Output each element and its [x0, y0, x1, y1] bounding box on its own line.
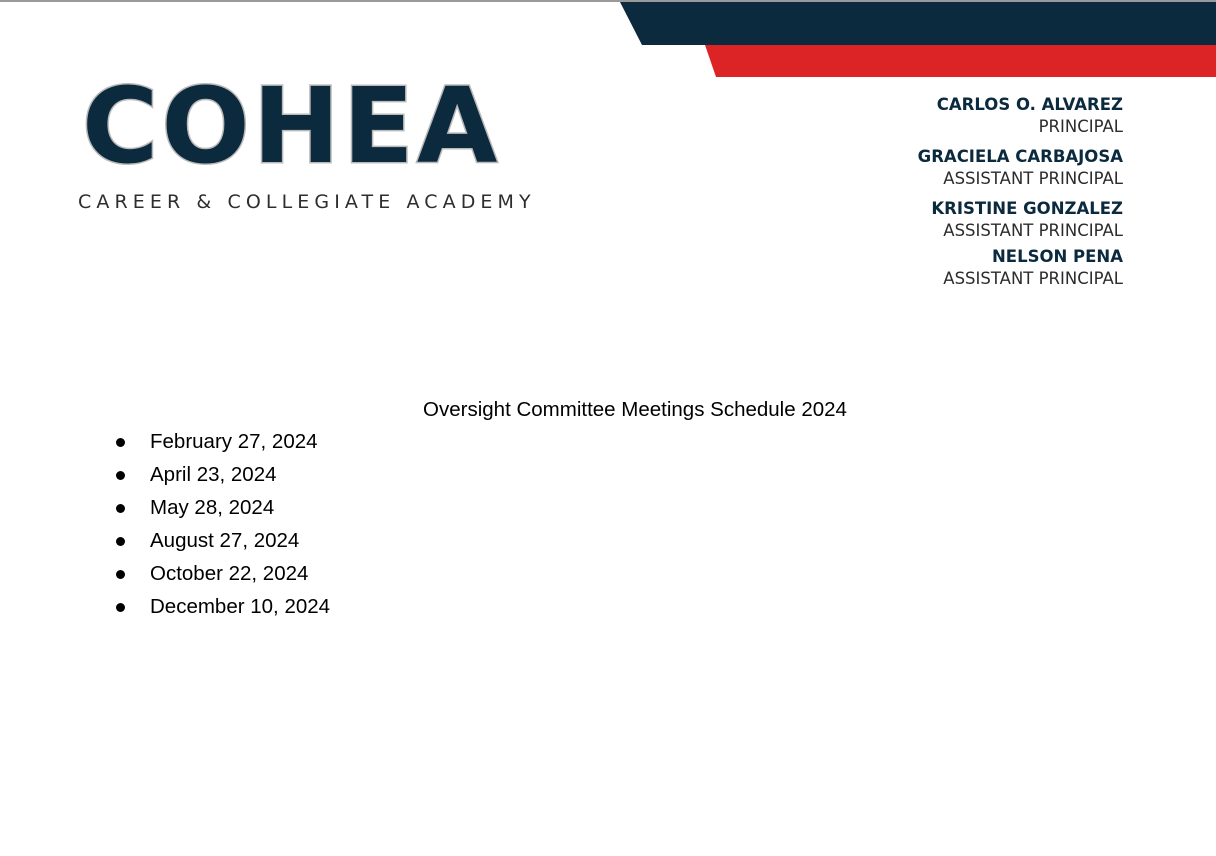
bullet-icon — [116, 438, 125, 447]
bullet-icon — [116, 504, 125, 513]
meeting-dates-list — [112, 428, 330, 623]
staff-entry — [803, 246, 1123, 290]
bullet-icon — [116, 570, 125, 579]
list-item — [112, 461, 330, 494]
staff-title: PRINCIPAL — [1038, 117, 1123, 136]
navy-stripe — [620, 2, 1216, 45]
bullet-icon — [116, 537, 125, 546]
staff-name: CARLOS O. ALVAREZ — [936, 95, 1123, 114]
logo-subtitle: CAREER & COLLEGIATE ACADEMY — [78, 191, 536, 213]
meeting-date: May 28, 2024 — [150, 496, 275, 519]
bullet-icon — [116, 471, 125, 480]
bullet-icon — [116, 603, 125, 612]
staff-name: GRACIELA CARBAJOSA — [917, 147, 1123, 166]
list-item — [112, 428, 330, 461]
staff-title: ASSISTANT PRINCIPAL — [943, 269, 1123, 288]
red-stripe — [705, 45, 1216, 77]
meeting-date: August 27, 2024 — [150, 529, 300, 552]
meeting-date: April 23, 2024 — [150, 463, 277, 486]
school-logo — [78, 65, 568, 220]
staff-entry — [803, 198, 1123, 242]
staff-title: ASSISTANT PRINCIPAL — [943, 221, 1123, 240]
list-item — [112, 527, 330, 560]
logo-wordmark: COHEA — [82, 65, 501, 187]
list-item — [112, 494, 330, 527]
list-item — [112, 560, 330, 593]
staff-entry — [803, 94, 1123, 138]
meeting-date: October 22, 2024 — [150, 562, 309, 585]
document-title: Oversight Committee Meetings Schedule 2024 — [423, 398, 847, 421]
staff-directory — [803, 94, 1123, 298]
staff-name: KRISTINE GONZALEZ — [931, 199, 1123, 218]
meeting-date: December 10, 2024 — [150, 595, 331, 618]
meeting-date: February 27, 2024 — [150, 430, 318, 453]
list-item — [112, 593, 330, 623]
staff-title: ASSISTANT PRINCIPAL — [943, 169, 1123, 188]
staff-entry — [803, 146, 1123, 190]
staff-name: NELSON PENA — [991, 247, 1123, 266]
